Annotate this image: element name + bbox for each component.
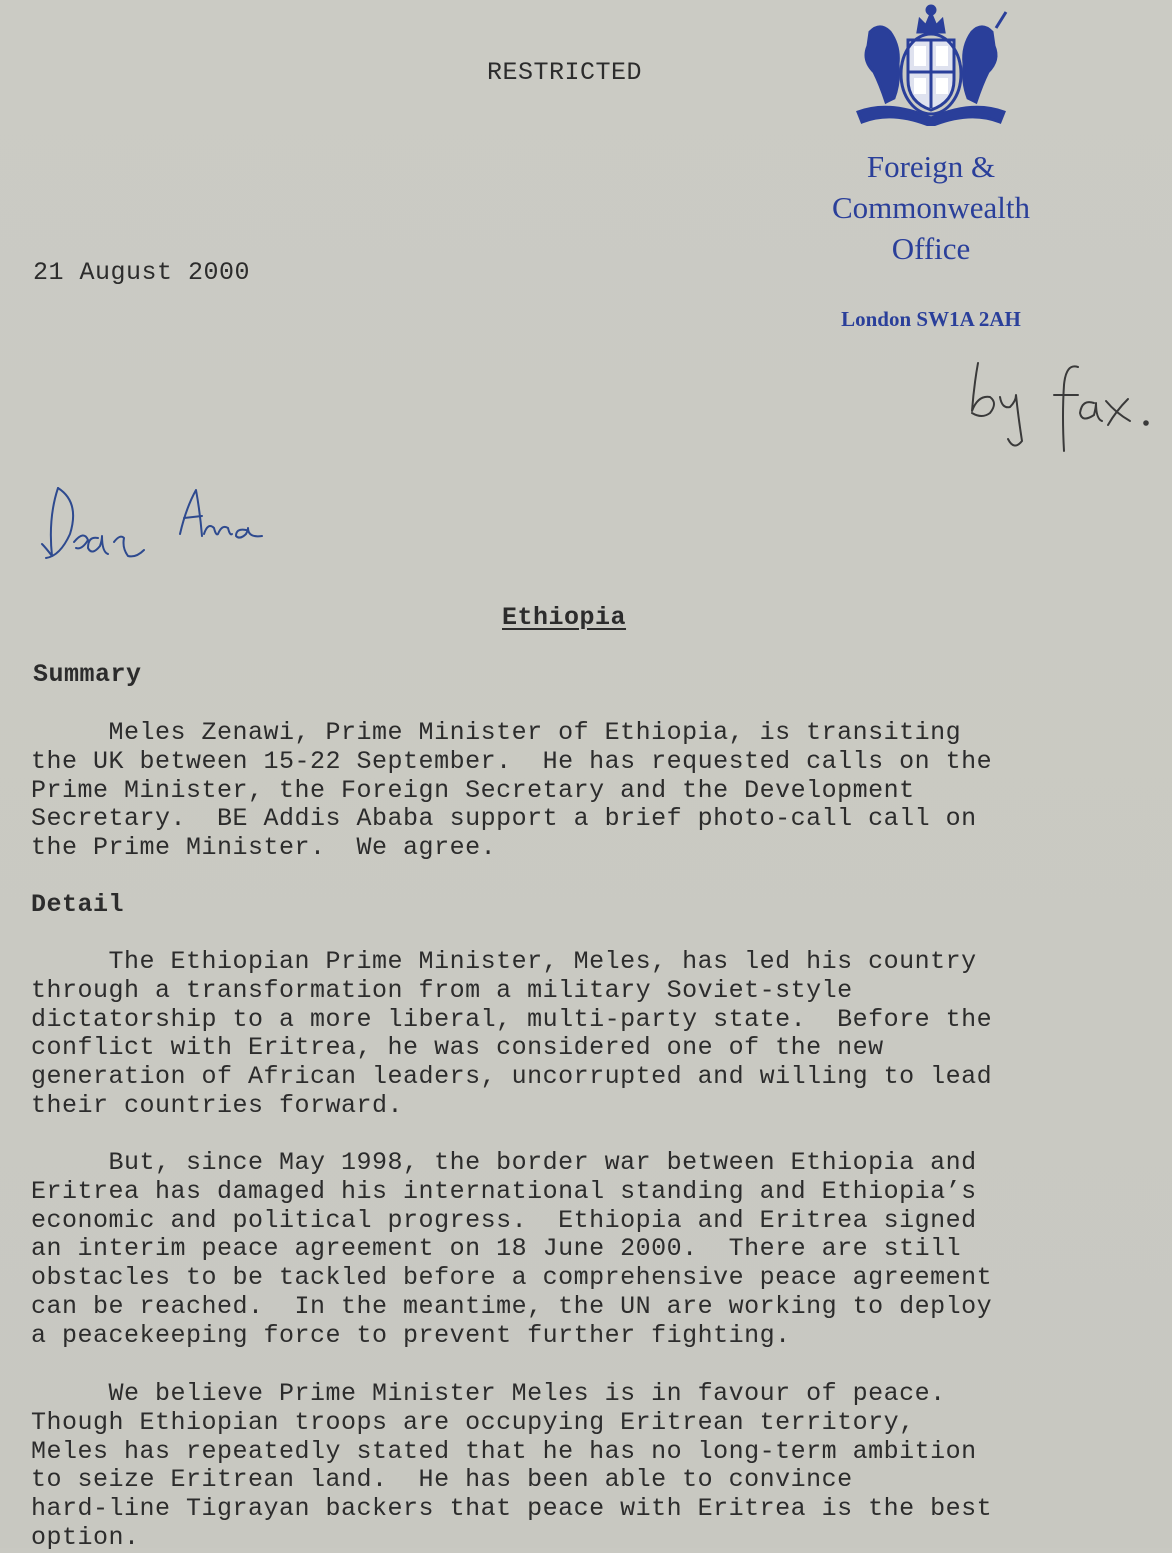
text-line: a peacekeeping force to prevent further fighting. <box>31 1320 791 1350</box>
text-line: economic and political progress. Ethiopia and Eritrea signed <box>31 1205 977 1235</box>
detail-heading: Detail <box>31 890 125 919</box>
detail-paragraph <box>31 1380 1151 1553</box>
text-line: dictatorship to a more liberal, multi-party state. Before the <box>31 1004 993 1034</box>
handwritten-note-signature <box>960 355 1160 465</box>
text-line: Meles has repeatedly stated that he has no long-term ambition <box>31 1436 977 1466</box>
text-line: obstacles to be tackled before a comprehensive peace agreement <box>31 1263 993 1293</box>
office-line: Office <box>891 231 971 266</box>
text-line: their countries forward. <box>31 1090 404 1120</box>
text-line: Eritrea has damaged his international standing and Ethiopia’s <box>31 1176 977 1206</box>
office-line: Commonwealth <box>831 190 1031 225</box>
office-line: Foreign & <box>866 149 996 184</box>
text-line: to seize Eritrean land. He has been able to convince <box>31 1465 853 1495</box>
text-line: Meles Zenawi, Prime Minister of Ethiopia, is transiting <box>31 718 962 747</box>
summary-paragraph <box>31 719 1151 863</box>
text-line: Prime Minister, the Foreign Secretary and the Development <box>31 775 915 805</box>
text-line: through a transformation from a military Soviet-style <box>31 975 853 1005</box>
text-line: We believe Prime Minister Meles is in favour of peace. <box>31 1379 946 1408</box>
letterhead-office-name <box>800 146 1062 269</box>
text-line: the UK between 15-22 September. He has requested calls on the <box>31 746 993 776</box>
detail-paragraph <box>31 1149 1151 1351</box>
detail-paragraph <box>31 948 1151 1121</box>
text-line: Secretary. BE Addis Ababa support a brief photo-call call on <box>31 804 977 834</box>
letter-date: 21 August 2000 <box>33 258 251 287</box>
text-line: The Ethiopian Prime Minister, Meles, has led his country <box>31 947 977 976</box>
text-line: generation of African leaders, uncorrupted and willing to lead <box>31 1062 993 1092</box>
letterhead-address: London SW1A 2AH <box>841 307 1021 331</box>
handwritten-salutation-signature <box>36 478 286 578</box>
text-line: can be reached. In the meantime, the UN are working to deploy <box>31 1291 993 1321</box>
text-line: hard-line Tigrayan backers that peace with Eritrea is the best <box>31 1494 993 1524</box>
text-line: But, since May 1998, the border war between Ethiopia and <box>31 1148 977 1177</box>
text-line: conflict with Eritrea, he was considered one of the new <box>31 1033 884 1063</box>
royal-coat-of-arms-icon <box>850 2 1012 126</box>
letter-subject: Ethiopia <box>502 603 627 632</box>
text-line: Though Ethiopian troops are occupying Eritrean territory, <box>31 1407 915 1437</box>
text-line: an interim peace agreement on 18 June 2000. There are still <box>31 1234 962 1264</box>
classification-marking: RESTRICTED <box>487 58 643 87</box>
summary-heading: Summary <box>33 660 142 689</box>
text-line: the Prime Minister. We agree. <box>31 833 497 863</box>
text-line: option. <box>31 1522 140 1552</box>
